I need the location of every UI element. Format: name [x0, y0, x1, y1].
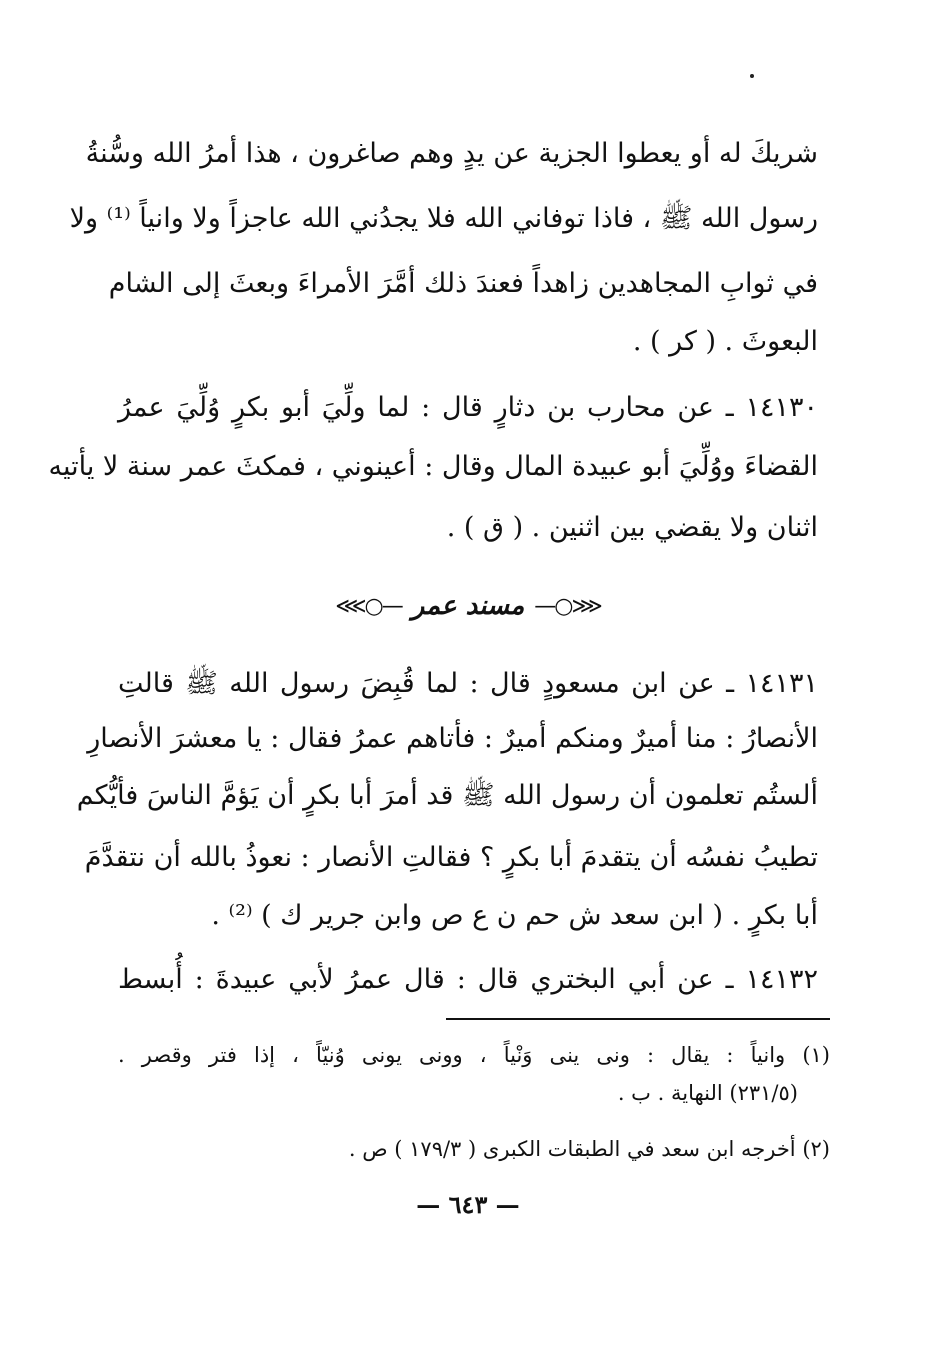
page-number: — ٦٤٣ —	[416, 1190, 520, 1219]
body-line-1: شريكَ له أو يعطوا الجزية عن يدٍ وهم صاغرون ، هذا أمرُ الله وسُّنةُ	[85, 138, 818, 169]
footnote-1-continuation: (٢٣١/٥) النهاية . ب .	[617, 1081, 798, 1105]
body-line-5: ١٤١٣٠ ـ عن محارب بن دثارٍ قال : لما ولِّيَ أبو بكرٍ وُلِّيَ عمرُ	[118, 392, 818, 423]
body-line-7: اثنان ولا يقضي بين اثنين . ( ق ) .	[446, 512, 818, 543]
footnote-2: (٢) أخرجه ابن سعد في الطبقات الكبرى ( ١٧٩/٣ ) ص .	[348, 1137, 830, 1161]
section-heading	[118, 584, 818, 628]
footnote-rule	[446, 1018, 830, 1020]
body-line-8: ١٤١٣١ ـ عن ابن مسعودٍ قال : لما قُبِضَ رسول الله ﷺ قالتِ	[118, 668, 818, 699]
body-line-11: تطيبُ نفسُه أن يتقدمَ أبا بكرٍ ؟ فقالتِ الأنصار : نعوذُ بالله أن نتقدَّمَ	[84, 842, 818, 873]
section-heading-text: مسند عمر	[411, 591, 525, 621]
body-line-4: البعوثَ . ( كر ) .	[632, 326, 818, 357]
body-line-3: في ثوابِ المجاهدين زاهداً فعندَ ذلك أمَّرَ الأمراءَ وبعثَ إلى الشام	[108, 268, 818, 299]
body-line-9: الأنصارُ : منا أميرٌ ومنكم أميرٌ : فأتاهم عمرُ فقال : يا معشرَ الأنصارِ	[87, 723, 818, 754]
ornament-right: ⋘○—	[534, 593, 601, 619]
footnote-1: (١) وانياً : يقال : ونى ينى وَنْياً ، وونى يونى وُنيّاً ، إذا فتر وقصر .	[118, 1043, 830, 1067]
body-line-12: أبا بكرٍ . ( ابن سعد ش حم ن ع ص وابن جرير ك ) ⁽²⁾ .	[211, 900, 818, 931]
body-line-13: ١٤١٣٢ ـ عن أبي البختري قال : قال عمرُ لأبي عبيدةَ : أُبسط	[118, 964, 818, 995]
ornament-left: —○⋙	[335, 593, 402, 619]
body-line-2: رسول الله ﷺ ، فاذا توفاني الله فلا يجدُني الله عاجزاً ولا وانياً ⁽¹⁾ ولا	[69, 203, 818, 234]
body-line-6: القضاءَ ووُلِّيَ أبو عبيدة المال وقال : أعينوني ، فمكثَ عمر سنة لا يأتيه	[48, 451, 818, 482]
body-line-10: ألستُم تعلمون أن رسول الله ﷺ قد أمرَ أبا بكرٍ أن يَؤمَّ الناسَ فأيُّكم	[76, 780, 818, 811]
stray-dot	[750, 74, 754, 78]
